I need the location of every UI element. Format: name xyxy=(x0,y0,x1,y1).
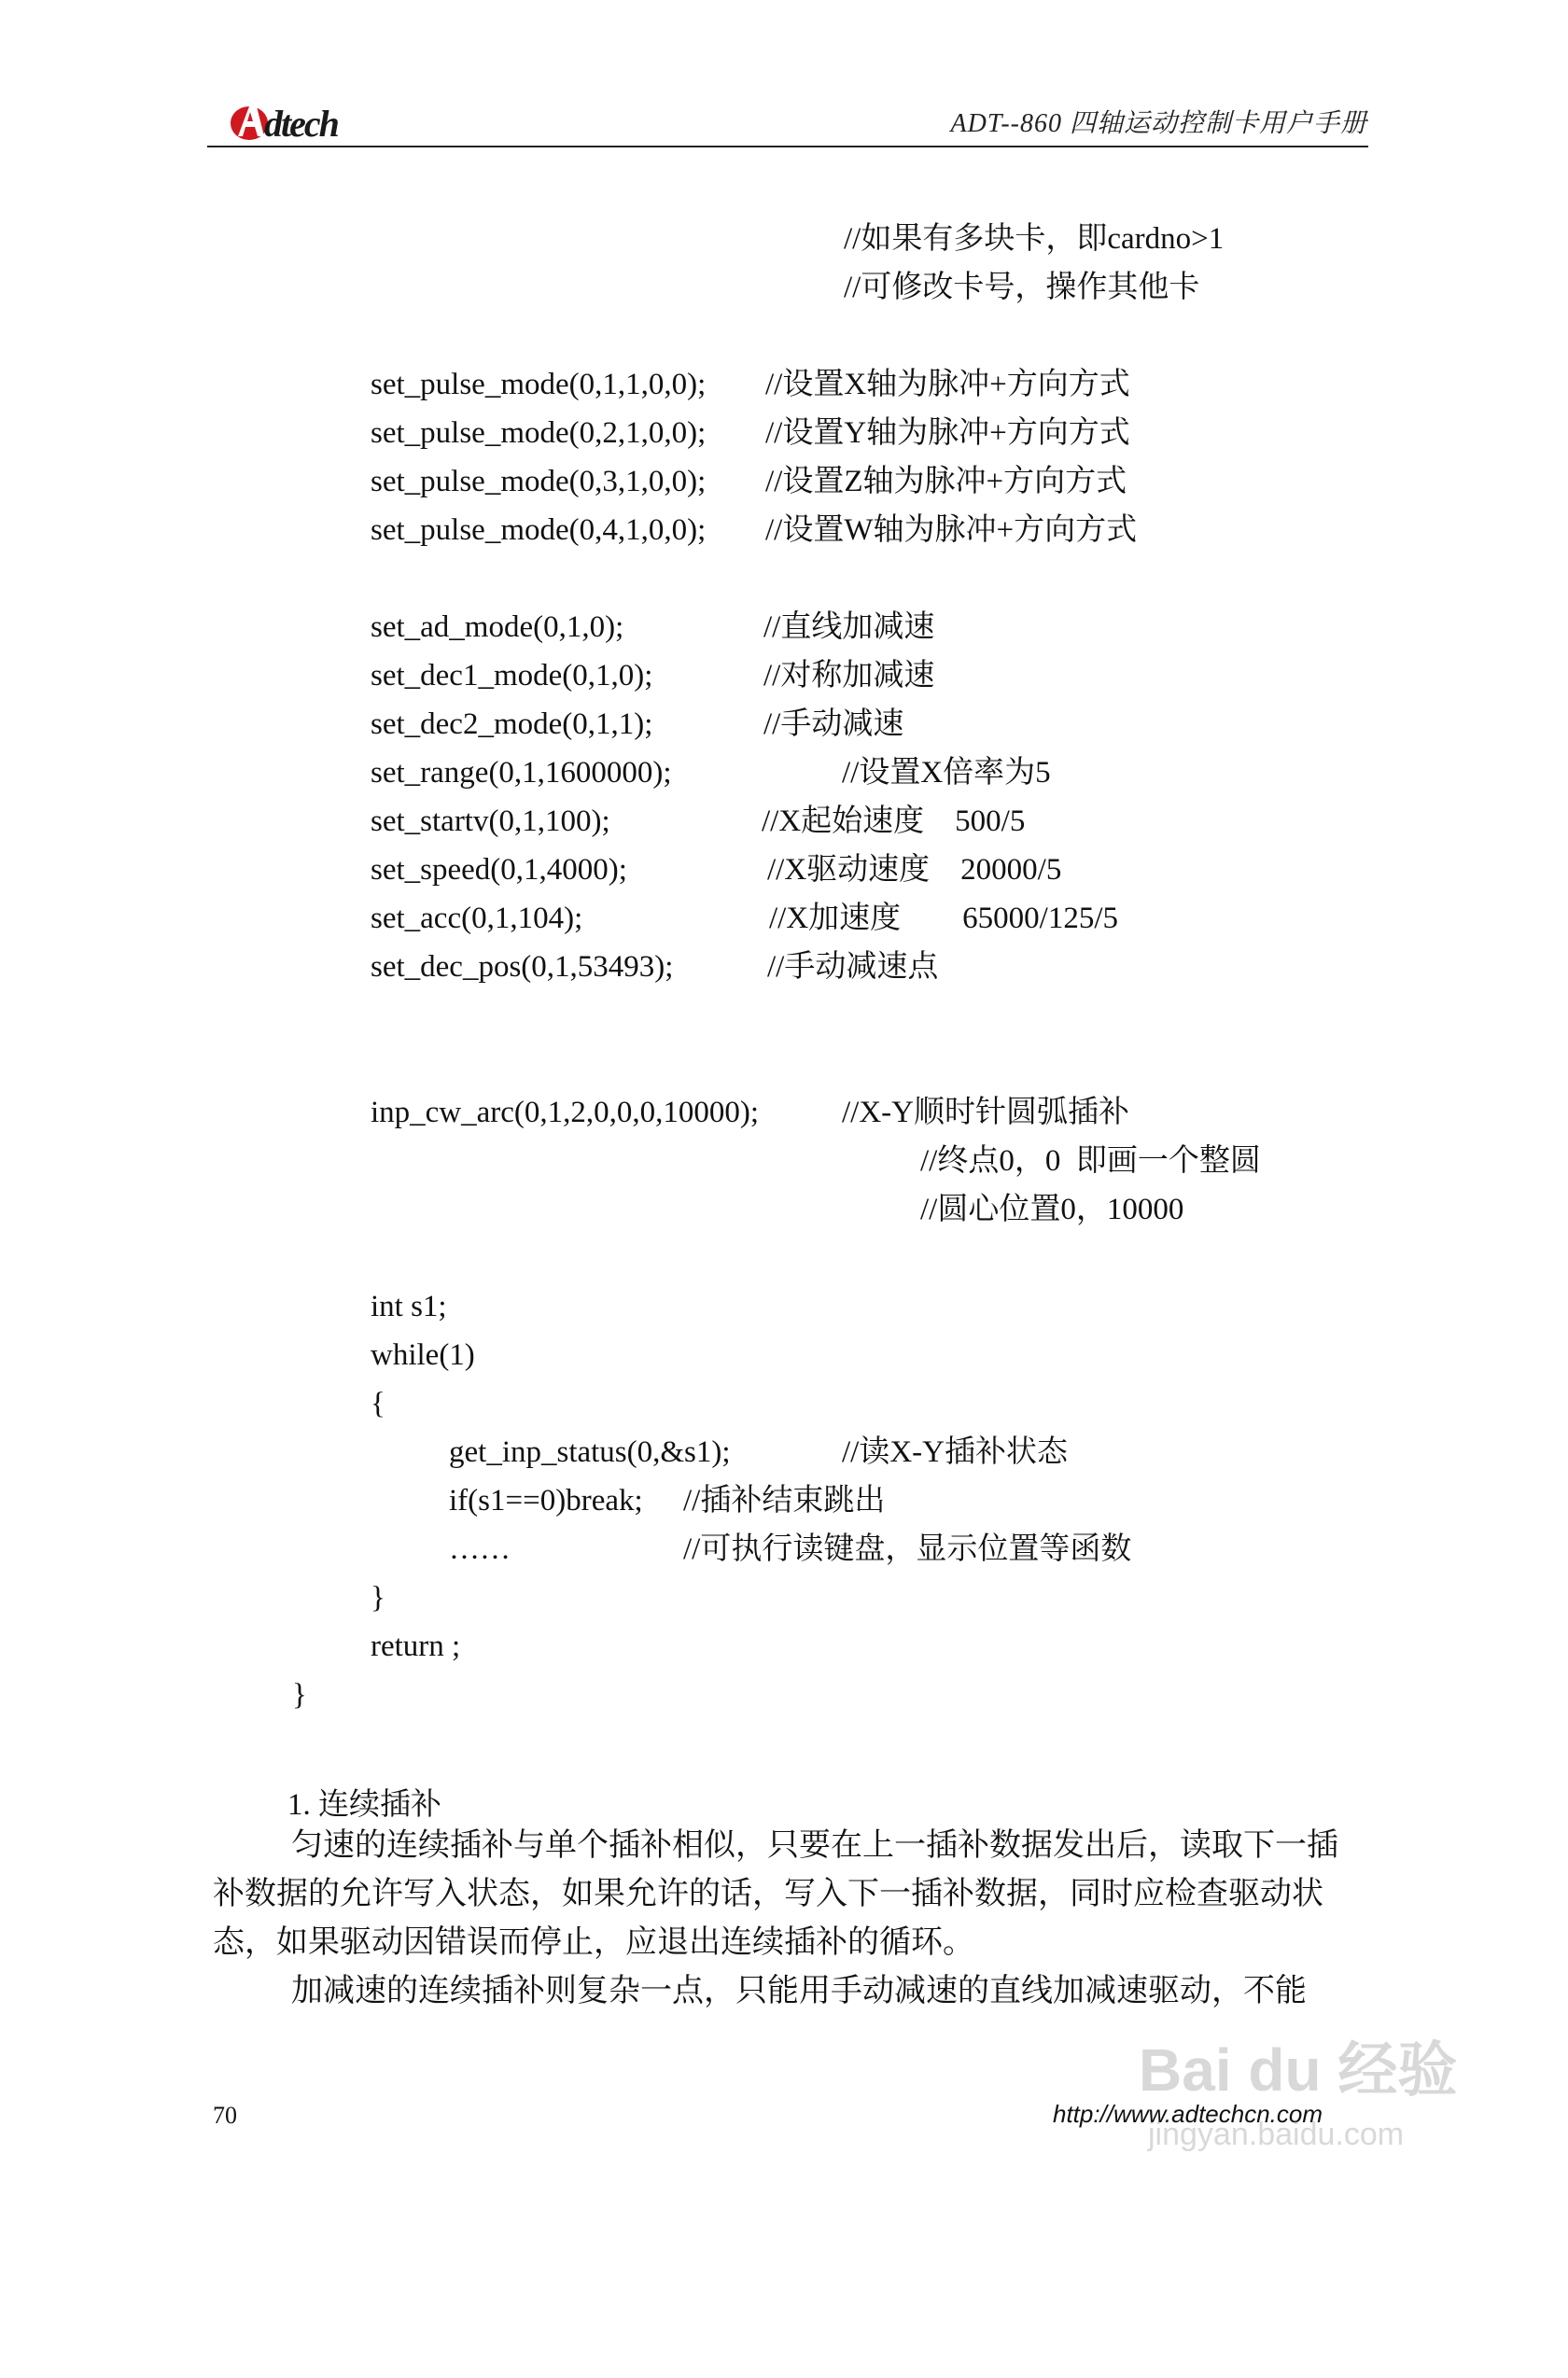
adtech-logo xyxy=(229,93,378,146)
header-divider xyxy=(207,146,1368,147)
paragraph-text: 加减速的连续插补则复杂一点，只能用手动减速的直线加减速驱动，不能 xyxy=(291,1974,1307,2008)
watermark-url: jingyan.baidu.com xyxy=(1148,2117,1405,2152)
code-comment: //对称加减速 xyxy=(763,659,935,692)
code-comment: //X起始速度 500/5 xyxy=(762,804,1026,838)
footer-url: http://www.adtechcn.com xyxy=(1053,2100,1323,2128)
code-comment: //设置Y轴为脉冲+方向方式 xyxy=(765,416,1130,450)
header-title: ADT--860 四轴运动控制卡用户手册 xyxy=(950,109,1367,138)
code-line: inp_cw_arc(0,1,2,0,0,0,10000); xyxy=(371,1096,760,1129)
paragraph xyxy=(213,1822,1366,1967)
page-number: 70 xyxy=(213,2102,237,2129)
code-line: set_pulse_mode(0,1,1,0,0); xyxy=(371,368,707,401)
code-line: { xyxy=(371,1387,385,1420)
code-line: get_inp_status(0,&s1); xyxy=(449,1435,731,1469)
code-line: while(1) xyxy=(371,1338,475,1372)
code-line: } xyxy=(292,1678,307,1712)
code-line: …… xyxy=(449,1532,511,1566)
code-line: set_dec2_mode(0,1,1); xyxy=(371,707,653,741)
code-comment: //X加速度 65000/125/5 xyxy=(769,902,1119,935)
code-comment: //如果有多块卡，即cardno>1 xyxy=(844,222,1225,256)
code-comment: //读X-Y插补状态 xyxy=(842,1435,1068,1469)
code-comment: //X-Y顺时针圆弧插补 xyxy=(842,1096,1129,1129)
code-line: set_speed(0,1,4000); xyxy=(371,853,627,887)
code-comment: //插补结束跳出 xyxy=(683,1484,886,1518)
baidu-watermark xyxy=(1129,2025,1465,2165)
code-comment: //直线加减速 xyxy=(763,610,935,644)
paragraph xyxy=(213,1967,1366,2016)
code-line: } xyxy=(371,1581,385,1615)
code-comment: //X驱动速度 20000/5 xyxy=(767,853,1062,887)
code-comment: //设置Z轴为脉冲+方向方式 xyxy=(765,465,1127,498)
code-comment: //圆心位置0，10000 xyxy=(920,1193,1184,1226)
code-comment: //设置X倍率为5 xyxy=(842,756,1051,790)
svg-text:dtech: dtech xyxy=(264,103,338,145)
code-line: set_pulse_mode(0,4,1,0,0); xyxy=(371,513,707,547)
code-line: set_pulse_mode(0,3,1,0,0); xyxy=(371,465,707,498)
watermark-brand: Bai du 经验 xyxy=(1139,2036,1458,2104)
code-line: set_dec1_mode(0,1,0); xyxy=(371,659,653,692)
code-comment: //可修改卡号，操作其他卡 xyxy=(844,271,1200,304)
code-line: set_pulse_mode(0,2,1,0,0); xyxy=(371,416,707,450)
code-comment: //手动减速点 xyxy=(767,950,939,984)
code-line: set_dec_pos(0,1,53493); xyxy=(371,950,674,984)
code-comment: //设置W轴为脉冲+方向方式 xyxy=(765,513,1138,547)
code-line: set_range(0,1,1600000); xyxy=(371,756,672,790)
code-line: set_acc(0,1,104); xyxy=(371,902,583,935)
code-comment: //设置X轴为脉冲+方向方式 xyxy=(765,368,1130,401)
code-line: if(s1==0)break; xyxy=(449,1484,643,1518)
paragraph-text: 匀速的连续插补与单个插补相似，只要在上一插补数据发出后，读取下一插补数据的允许写入状态，如果允许的话，写入下一插补数据，同时应检查驱动状态，如果驱动因错误而停止，应退出连续插补的循环。 xyxy=(213,1828,1338,1960)
section-title: 1. 连续插补 xyxy=(287,1788,441,1822)
code-line: return ; xyxy=(371,1630,461,1663)
code-line: set_startv(0,1,100); xyxy=(371,804,610,838)
code-line: int s1; xyxy=(371,1290,447,1323)
code-comment: //手动减速 xyxy=(763,707,904,741)
code-comment: //可执行读键盘，显示位置等函数 xyxy=(683,1532,1132,1566)
code-line: set_ad_mode(0,1,0); xyxy=(371,610,624,644)
code-comment: //终点0，0 即画一个整圆 xyxy=(920,1144,1261,1178)
